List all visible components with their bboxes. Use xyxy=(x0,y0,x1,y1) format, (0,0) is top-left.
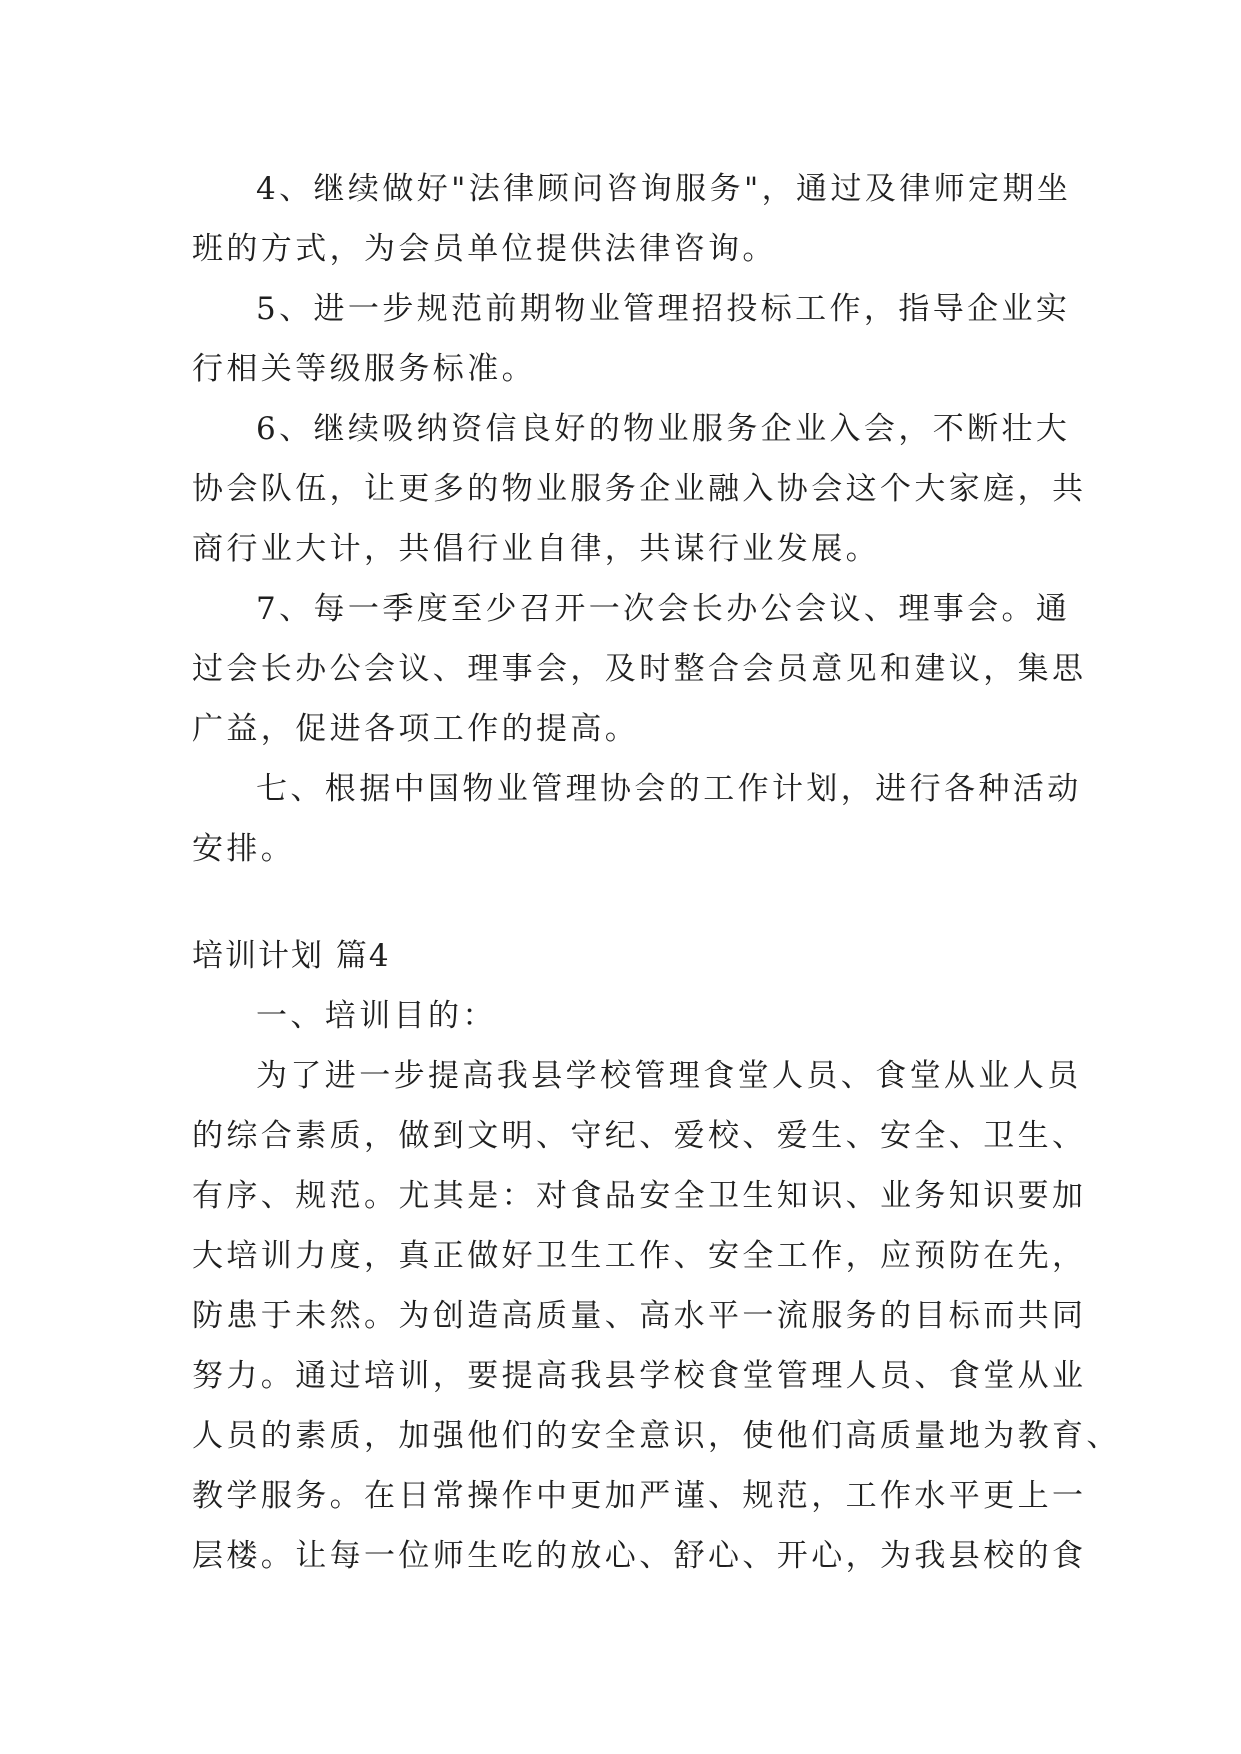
paragraph-line-1: 为了进一步提高我县学校管理食堂人员、食堂从业人员 xyxy=(256,1058,1082,1094)
item-7-line-1: 7、每一季度至少召开一次会长办公会议、理事会。通 xyxy=(256,591,1071,627)
paragraph-line-6: 努力。通过培训，要提高我县学校食堂管理人员、食堂从业 xyxy=(192,1358,1087,1394)
paragraph-line-7: 人员的素质，加强他们的安全意识，使他们高质量地为教育、 xyxy=(192,1418,1121,1454)
section-subheading: 一、培训目的： xyxy=(256,998,497,1034)
item-6-line-2: 协会队伍，让更多的物业服务企业融入协会这个大家庭，共 xyxy=(192,471,1087,507)
item-seven-line-2: 安排。 xyxy=(192,831,296,867)
paragraph-line-2: 的综合素质，做到文明、守纪、爱校、爱生、安全、卫生、 xyxy=(192,1118,1087,1154)
item-5-line-1: 5、进一步规范前期物业管理招投标工作，指导企业实 xyxy=(256,291,1071,327)
item-6-line-3: 商行业大计，共倡行业自律，共谋行业发展。 xyxy=(192,531,880,567)
item-6-line-1: 6、继续吸纳资信良好的物业服务企业入会，不断壮大 xyxy=(256,411,1071,447)
section-title: 培训计划 篇4 xyxy=(192,938,391,974)
item-7-line-3: 广益，促进各项工作的提高。 xyxy=(192,711,640,747)
item-4-line-2: 班的方式，为会员单位提供法律咨询。 xyxy=(192,231,777,267)
paragraph-line-3: 有序、规范。尤其是：对食品安全卫生知识、业务知识要加 xyxy=(192,1178,1087,1214)
item-seven-line-1: 七、根据中国物业管理协会的工作计划，进行各种活动 xyxy=(256,771,1082,807)
paragraph-line-5: 防患于未然。为创造高质量、高水平一流服务的目标而共同 xyxy=(192,1298,1087,1334)
item-4-line-1: 4、继续做好"法律顾问咨询服务"，通过及律师定期坐 xyxy=(256,171,1072,207)
item-7-line-2: 过会长办公会议、理事会，及时整合会员意见和建议，集思 xyxy=(192,651,1087,687)
paragraph-line-8: 教学服务。在日常操作中更加严谨、规范，工作水平更上一 xyxy=(192,1478,1087,1514)
paragraph-line-4: 大培训力度，真正做好卫生工作、安全工作，应预防在先， xyxy=(192,1238,1087,1274)
item-5-line-2: 行相关等级服务标准。 xyxy=(192,351,536,387)
paragraph-line-9: 层楼。让每一位师生吃的放心、舒心、开心，为我县校的食 xyxy=(192,1538,1087,1574)
